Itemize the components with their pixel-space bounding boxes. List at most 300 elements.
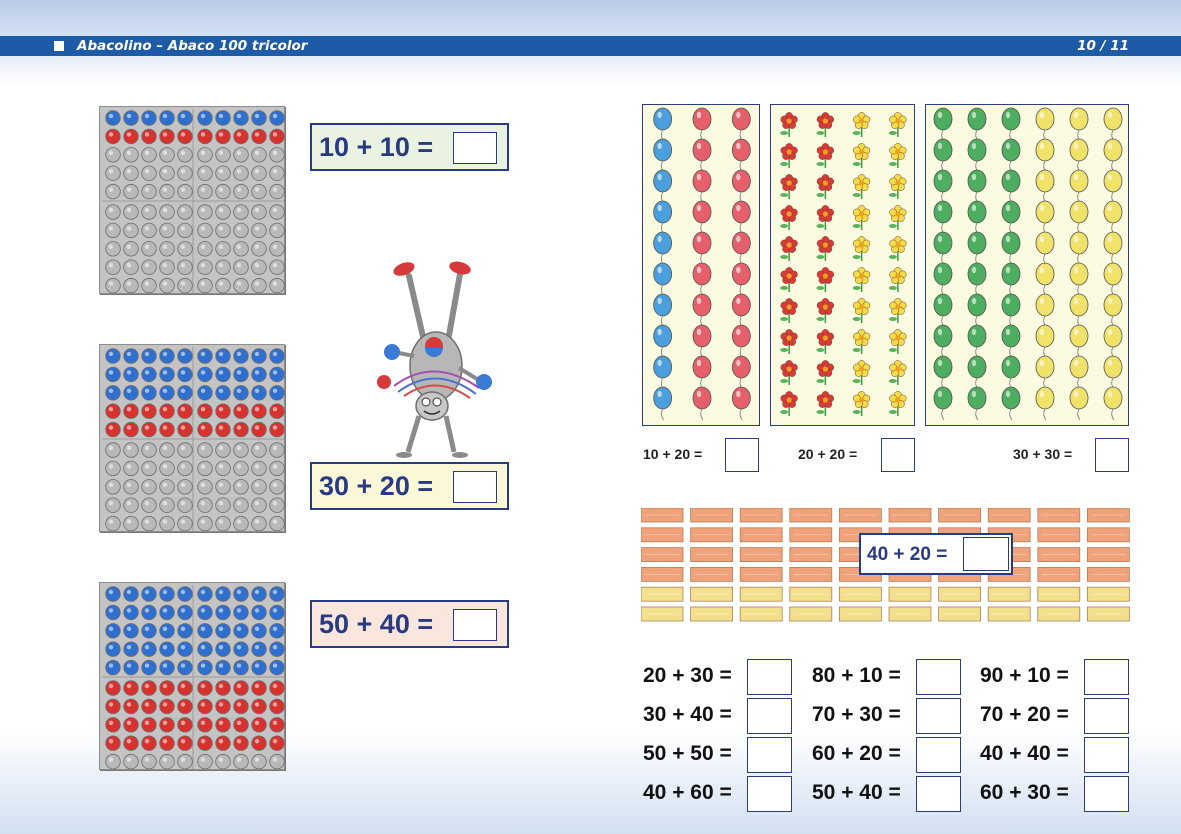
bead xyxy=(106,349,121,364)
bead xyxy=(142,404,157,419)
bead xyxy=(252,422,267,437)
bead xyxy=(234,166,249,181)
flower-icon xyxy=(859,273,864,278)
bead xyxy=(198,754,213,769)
bead xyxy=(252,111,267,126)
balloon-icon xyxy=(934,263,952,285)
flower-icon xyxy=(787,335,792,340)
bead xyxy=(234,516,249,531)
bead xyxy=(124,111,139,126)
bead xyxy=(160,148,175,163)
bead xyxy=(216,461,231,476)
bead xyxy=(124,404,139,419)
bead xyxy=(142,223,157,238)
bead xyxy=(234,660,249,675)
bead xyxy=(198,422,213,437)
bead xyxy=(160,443,175,458)
bead xyxy=(106,624,121,639)
flower-icon xyxy=(823,273,828,278)
balloon-icon xyxy=(1002,139,1020,161)
equation-text: 20 + 20 = xyxy=(798,446,858,462)
answer-box[interactable] xyxy=(916,698,961,734)
balloon-icon xyxy=(1036,356,1054,378)
answer-box[interactable] xyxy=(1084,776,1129,812)
bead xyxy=(270,166,285,181)
bead xyxy=(270,111,285,126)
bead xyxy=(142,422,157,437)
bead xyxy=(252,699,267,714)
flower-icon xyxy=(895,366,900,371)
bead xyxy=(142,367,157,382)
bead xyxy=(270,223,285,238)
balloon-icon xyxy=(654,263,672,285)
bead xyxy=(106,166,121,181)
balloon-icon xyxy=(968,201,986,223)
balloon-icon xyxy=(968,294,986,316)
bead xyxy=(142,205,157,220)
answer-box[interactable] xyxy=(1084,737,1129,773)
bead xyxy=(198,681,213,696)
answer-box[interactable] xyxy=(747,659,792,695)
bead xyxy=(106,498,121,513)
bead xyxy=(178,660,193,675)
answer-box[interactable] xyxy=(881,438,915,472)
bead xyxy=(160,367,175,382)
balloon-icon xyxy=(693,139,711,161)
bead xyxy=(124,386,139,401)
bead xyxy=(252,718,267,733)
bead xyxy=(178,404,193,419)
bead xyxy=(106,605,121,620)
bead xyxy=(252,736,267,751)
balloon-icon xyxy=(1070,139,1088,161)
abacus-1-equation xyxy=(310,123,509,171)
bead xyxy=(198,718,213,733)
answer-box[interactable] xyxy=(916,737,961,773)
bead xyxy=(106,736,121,751)
balloon-icon xyxy=(934,387,952,409)
panel-1-equation xyxy=(643,438,761,472)
balloon-icon xyxy=(1070,325,1088,347)
bead xyxy=(124,205,139,220)
balloon-icon xyxy=(1104,294,1122,316)
answer-box[interactable] xyxy=(916,776,961,812)
bead xyxy=(178,443,193,458)
equation-text: 30 + 20 = xyxy=(319,471,434,501)
balloon-icon xyxy=(1104,387,1122,409)
bead xyxy=(142,718,157,733)
bead xyxy=(198,443,213,458)
equation-text: 50 + 40 = xyxy=(812,781,901,804)
bead xyxy=(106,754,121,769)
bead xyxy=(198,624,213,639)
balloon-icon xyxy=(693,170,711,192)
flower-icon xyxy=(895,149,900,154)
balloon-icon xyxy=(1002,356,1020,378)
bead xyxy=(124,461,139,476)
bead xyxy=(234,386,249,401)
bead xyxy=(106,404,121,419)
bead xyxy=(160,624,175,639)
bead xyxy=(160,111,175,126)
bead xyxy=(252,242,267,257)
bead xyxy=(198,404,213,419)
bead xyxy=(178,587,193,602)
flower-icon xyxy=(823,149,828,154)
flower-icon xyxy=(859,149,864,154)
bead xyxy=(160,166,175,181)
bead xyxy=(124,278,139,293)
bead xyxy=(160,516,175,531)
flower-icon xyxy=(859,118,864,123)
bead xyxy=(234,718,249,733)
bead xyxy=(106,129,121,144)
bead xyxy=(106,461,121,476)
bead xyxy=(216,736,231,751)
bead xyxy=(178,480,193,495)
bead xyxy=(270,422,285,437)
bead xyxy=(234,605,249,620)
bead xyxy=(160,461,175,476)
bead xyxy=(142,624,157,639)
panel-2-equation xyxy=(798,438,916,472)
abacus-2 xyxy=(99,344,285,532)
balloon-icon xyxy=(654,170,672,192)
bead xyxy=(124,681,139,696)
bead xyxy=(124,260,139,275)
bead xyxy=(198,367,213,382)
bead xyxy=(178,642,193,657)
flower-icon xyxy=(859,335,864,340)
bead xyxy=(198,480,213,495)
flower-icon xyxy=(859,180,864,185)
bead xyxy=(270,736,285,751)
answer-box[interactable] xyxy=(916,659,961,695)
equation-text: 40 + 60 = xyxy=(643,781,732,804)
balloon-icon xyxy=(1002,170,1020,192)
bead xyxy=(270,367,285,382)
bead xyxy=(216,184,231,199)
balloon-icon xyxy=(654,356,672,378)
bead xyxy=(178,129,193,144)
equation-text: 60 + 30 = xyxy=(980,781,1069,804)
bead xyxy=(234,184,249,199)
bead xyxy=(106,422,121,437)
bead xyxy=(106,587,121,602)
bead xyxy=(198,260,213,275)
bead xyxy=(270,699,285,714)
balloon-icon xyxy=(1036,108,1054,130)
equation-text: 70 + 20 = xyxy=(980,703,1069,726)
bead xyxy=(198,223,213,238)
bead xyxy=(160,736,175,751)
answer-box[interactable] xyxy=(725,438,759,472)
flower-icon xyxy=(787,242,792,247)
bead xyxy=(234,461,249,476)
bead xyxy=(252,480,267,495)
bead xyxy=(252,349,267,364)
balloon-icon xyxy=(732,356,750,378)
panel-balloons-green-yellow xyxy=(925,104,1129,426)
bead xyxy=(216,386,231,401)
bead xyxy=(252,642,267,657)
balloon-icon xyxy=(1002,294,1020,316)
balloon-icon xyxy=(1070,108,1088,130)
bead xyxy=(234,242,249,257)
equation-text: 40 + 40 = xyxy=(980,742,1069,765)
bead xyxy=(216,642,231,657)
square-bullet-icon xyxy=(54,41,64,51)
bead xyxy=(142,681,157,696)
bead xyxy=(216,111,231,126)
bead xyxy=(106,205,121,220)
answer-box[interactable] xyxy=(963,537,1009,571)
bead xyxy=(142,148,157,163)
bead xyxy=(142,587,157,602)
flower-icon xyxy=(787,118,792,123)
page-title: Abacolino – Abaco 100 tricolor xyxy=(77,38,308,54)
bead xyxy=(142,605,157,620)
bead xyxy=(142,129,157,144)
bead xyxy=(270,205,285,220)
flower-icon xyxy=(787,149,792,154)
balloon-icon xyxy=(1036,263,1054,285)
bead xyxy=(178,349,193,364)
bead xyxy=(198,129,213,144)
bead xyxy=(106,184,121,199)
flower-icon xyxy=(859,366,864,371)
bead xyxy=(124,699,139,714)
bead xyxy=(142,642,157,657)
flower-icon xyxy=(787,211,792,216)
answer-box[interactable] xyxy=(747,776,792,812)
bead xyxy=(234,404,249,419)
bead xyxy=(142,184,157,199)
bead xyxy=(198,148,213,163)
flower-icon xyxy=(859,397,864,402)
bead xyxy=(270,681,285,696)
balloon-icon xyxy=(1070,263,1088,285)
balloon-icon xyxy=(693,232,711,254)
bead xyxy=(106,660,121,675)
answer-box[interactable] xyxy=(453,471,497,503)
answer-box[interactable] xyxy=(453,132,497,164)
bead xyxy=(198,111,213,126)
balloon-icon xyxy=(654,201,672,223)
bead xyxy=(198,278,213,293)
bead xyxy=(234,205,249,220)
bead xyxy=(234,480,249,495)
flower-icon xyxy=(823,118,828,123)
bead xyxy=(106,480,121,495)
bead xyxy=(124,166,139,181)
balloon-icon xyxy=(934,170,952,192)
flower-icon xyxy=(787,366,792,371)
bead xyxy=(234,587,249,602)
bead xyxy=(124,148,139,163)
bead xyxy=(252,386,267,401)
balloon-icon xyxy=(693,325,711,347)
equation-text: 60 + 20 = xyxy=(812,742,901,765)
bead xyxy=(142,443,157,458)
balloon-icon xyxy=(693,108,711,130)
flower-icon xyxy=(859,242,864,247)
bead xyxy=(270,242,285,257)
answer-box[interactable] xyxy=(747,737,792,773)
balloon-icon xyxy=(1104,325,1122,347)
bead xyxy=(198,587,213,602)
equation-text: 90 + 10 = xyxy=(980,664,1069,687)
header-bar xyxy=(0,36,1181,56)
page-number: 10 / 11 xyxy=(1077,38,1129,54)
balloon-icon xyxy=(1036,294,1054,316)
balloon-icon xyxy=(934,356,952,378)
bead xyxy=(234,111,249,126)
balloon-icon xyxy=(968,139,986,161)
flower-icon xyxy=(787,273,792,278)
bead xyxy=(178,205,193,220)
bead xyxy=(178,754,193,769)
bead xyxy=(252,367,267,382)
balloon-icon xyxy=(654,294,672,316)
balloon-icon xyxy=(693,356,711,378)
bead xyxy=(124,642,139,657)
balloon-icon xyxy=(732,170,750,192)
bead xyxy=(124,754,139,769)
bead xyxy=(270,129,285,144)
balloon-icon xyxy=(1002,108,1020,130)
balloon-icon xyxy=(1070,170,1088,192)
bead xyxy=(216,754,231,769)
abacolino-mascot-illustration xyxy=(364,256,504,466)
bead xyxy=(234,624,249,639)
bead xyxy=(178,681,193,696)
bead xyxy=(216,443,231,458)
balloon-icon xyxy=(732,263,750,285)
bead xyxy=(160,642,175,657)
bead xyxy=(142,349,157,364)
bead xyxy=(124,736,139,751)
bead xyxy=(142,736,157,751)
balloon-icon xyxy=(1104,108,1122,130)
flower-icon xyxy=(823,211,828,216)
bead xyxy=(216,681,231,696)
bead xyxy=(160,349,175,364)
bead xyxy=(124,516,139,531)
bead xyxy=(216,148,231,163)
bead xyxy=(142,516,157,531)
bead xyxy=(198,205,213,220)
balloon-icon xyxy=(1002,232,1020,254)
flower-icon xyxy=(787,180,792,185)
equation-text: 10 + 10 = xyxy=(319,132,434,162)
balloon-icon xyxy=(968,170,986,192)
bead xyxy=(160,587,175,602)
bead xyxy=(270,624,285,639)
answer-box[interactable] xyxy=(1084,698,1129,734)
answer-box[interactable] xyxy=(747,698,792,734)
balloon-icon xyxy=(654,232,672,254)
balloon-icon xyxy=(732,387,750,409)
balloon-icon xyxy=(1036,201,1054,223)
bead xyxy=(178,242,193,257)
panel-balloons-blue-red xyxy=(642,104,760,426)
bead xyxy=(106,642,121,657)
bead xyxy=(234,422,249,437)
balloon-icon xyxy=(1104,232,1122,254)
bead xyxy=(178,166,193,181)
bead xyxy=(178,367,193,382)
bead xyxy=(216,260,231,275)
bead xyxy=(216,587,231,602)
bead xyxy=(142,754,157,769)
balloon-icon xyxy=(1002,263,1020,285)
bead xyxy=(216,699,231,714)
bead xyxy=(234,498,249,513)
balloon-icon xyxy=(732,108,750,130)
balloon-icon xyxy=(1104,170,1122,192)
bead xyxy=(142,461,157,476)
balloon-icon xyxy=(934,294,952,316)
bead xyxy=(252,587,267,602)
balloon-icon xyxy=(693,201,711,223)
bead xyxy=(124,422,139,437)
answer-box[interactable] xyxy=(1095,438,1129,472)
bead xyxy=(252,184,267,199)
bead xyxy=(106,443,121,458)
bead xyxy=(160,260,175,275)
balloon-icon xyxy=(1104,263,1122,285)
bead xyxy=(252,166,267,181)
bead xyxy=(198,242,213,257)
balloon-icon xyxy=(968,263,986,285)
bead xyxy=(178,386,193,401)
bead xyxy=(142,166,157,181)
balloon-icon xyxy=(934,139,952,161)
bead xyxy=(178,498,193,513)
bead xyxy=(160,660,175,675)
bead xyxy=(252,516,267,531)
answer-box[interactable] xyxy=(1084,659,1129,695)
bead xyxy=(198,184,213,199)
bead xyxy=(216,605,231,620)
bead xyxy=(106,386,121,401)
bead xyxy=(216,422,231,437)
bead xyxy=(270,642,285,657)
answer-box[interactable] xyxy=(453,609,497,641)
bead xyxy=(216,205,231,220)
balloon-icon xyxy=(1036,325,1054,347)
abacus-3-equation xyxy=(310,600,509,648)
bead xyxy=(198,605,213,620)
balloon-icon xyxy=(934,232,952,254)
equation-text: 30 + 30 = xyxy=(1013,446,1073,462)
bead xyxy=(216,480,231,495)
flower-icon xyxy=(895,242,900,247)
bead xyxy=(270,516,285,531)
bead xyxy=(124,223,139,238)
bead xyxy=(142,660,157,675)
bead xyxy=(160,480,175,495)
bead xyxy=(178,624,193,639)
flower-icon xyxy=(895,335,900,340)
bead xyxy=(234,367,249,382)
balloon-icon xyxy=(732,294,750,316)
bead xyxy=(124,443,139,458)
flower-icon xyxy=(895,211,900,216)
bead xyxy=(124,498,139,513)
bead xyxy=(252,624,267,639)
